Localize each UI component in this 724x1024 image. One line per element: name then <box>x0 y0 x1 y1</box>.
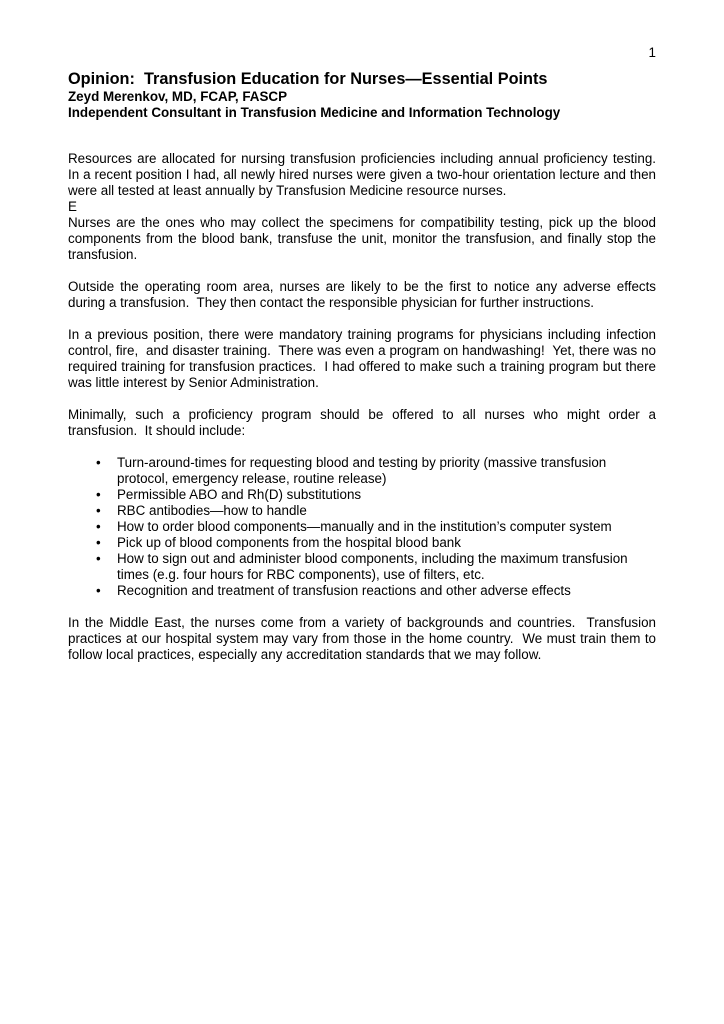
para-resources: Resources are allocated for nursing transfusion proficiencies including annual proficiency testing. In a recent position I had, all newly hired nurses were given a two-hour orientation lecture and then were all tested at least annually by Transfusion Medicine resource nurses. <box>68 151 664 198</box>
doc-author: Zeyd Merenkov, MD, FCAP, FASCP <box>68 89 288 104</box>
para-proficiency-program: Minimally, such a proficiency program should be offered to all nurses who might order a transfusion. It should include: <box>68 407 660 438</box>
bullet-item-rbc-antibodies: • RBC antibodies—how to handle <box>68 503 656 519</box>
page-number: 1 <box>648 45 656 60</box>
bullet-item-abo-substitutions: • Permissible ABO and Rh(D) substitutions <box>68 487 656 503</box>
doc-title: Opinion: Transfusion Education for Nurses—Essential Points <box>68 70 548 88</box>
doc-affiliation: Independent Consultant in Transfusion Medicine and Information Technology <box>68 105 561 120</box>
doc-body <box>68 151 664 663</box>
bullet-item-pickup-components: • Pick up of blood components from the hospital blood bank <box>68 535 656 551</box>
bullet-item-order-components: • How to order blood components—manually and in the institution’s computer system <box>68 519 656 535</box>
stray-line-e: E <box>68 199 77 214</box>
para-nurses-role: Nurses are the ones who may collect the specimens for compatibility testing, pick up the blood components from the blood bank, transfuse the unit, monitor the transfusion, and finally stop the transfusion. <box>68 215 660 262</box>
para-middle-east: In the Middle East, the nurses come from a variety of backgrounds and countries. Transfusion practices at our hospital system may vary from those in the home country. We must train them to follow local practices, especially any accreditation standards that we may follow. <box>68 615 660 662</box>
document-content <box>68 45 664 679</box>
bullet-item-sign-out-administer: • How to sign out and administer blood components, including the maximum transfusion times (e.g. four hours for RBC components), use of filters, etc. <box>68 551 656 583</box>
para-adverse-effects: Outside the operating room area, nurses are likely to be the first to notice any adverse effects during a transfusion. They then contact the responsible physician for further instructions. <box>68 279 660 310</box>
para-previous-position: In a previous position, there were mandatory training programs for physicians including infection control, fire, and disaster training. There was even a program on handwashing! Yet, there was no required training for transfusion practices. I had offered to make such a training program but there was little interest by Senior Administration. <box>68 327 660 390</box>
bullet-list <box>68 455 656 599</box>
bullet-item-turnaround-times: • Turn-around-times for requesting blood and testing by priority (massive transfusion protocol, emergency release, routine release) <box>68 455 656 487</box>
bullet-item-reactions: • Recognition and treatment of transfusion reactions and other adverse effects <box>68 583 656 599</box>
